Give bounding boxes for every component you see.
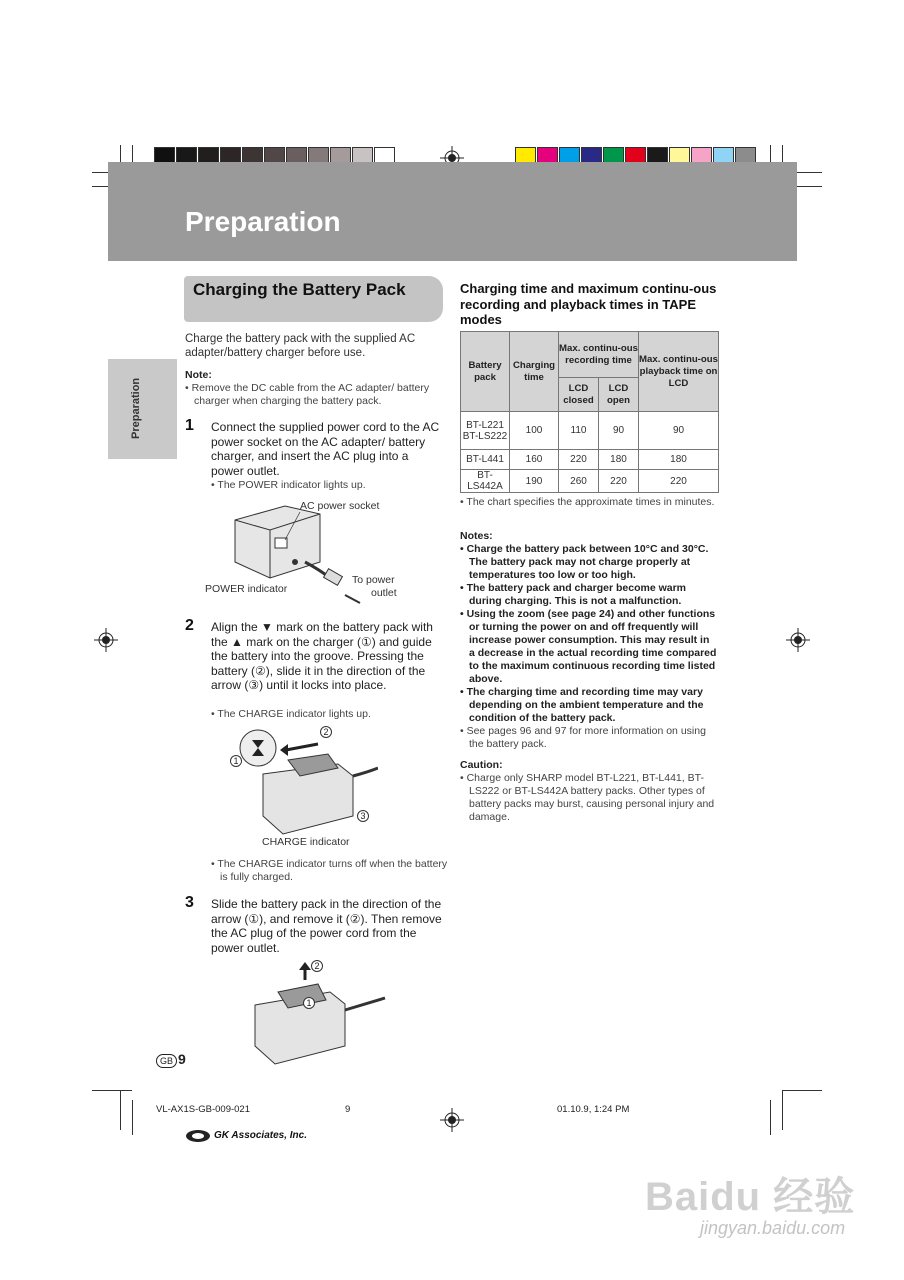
publisher-logo-text: GK Associates, Inc. xyxy=(214,1130,307,1141)
crop-mark xyxy=(132,1100,133,1135)
header-charging-time: Charging time xyxy=(510,332,559,412)
table-note xyxy=(460,496,718,509)
power-outlet-label-2: outlet xyxy=(371,587,397,599)
registration-target-icon xyxy=(786,628,810,652)
caution-label: Caution: xyxy=(460,759,503,771)
watermark-brand: Baidu 经验 xyxy=(645,1175,856,1219)
marker-3: 3 xyxy=(357,810,369,822)
notes-block xyxy=(460,530,718,824)
step-text: Slide the battery pack in the direction of the arrow (①), and remove it (②). Then remove the AC plug of the power cord from the power outlet. xyxy=(211,897,442,955)
table-cell: 180 xyxy=(599,450,639,470)
power-outlet-label-1: To power xyxy=(352,574,395,586)
table-cell: 220 xyxy=(599,470,639,493)
table-cell: 220 xyxy=(559,450,599,470)
step-subnote: • The CHARGE indicator lights up. xyxy=(211,708,371,720)
table-cell: 100 xyxy=(510,412,559,450)
intro-text: Charge the battery pack with the supplied AC adapter/battery charger before use. xyxy=(185,333,416,359)
table-cell: 220 xyxy=(639,470,719,493)
power-indicator-label: POWER indicator xyxy=(205,583,288,595)
step-number: 3 xyxy=(185,894,194,911)
table-row xyxy=(461,412,719,450)
crop-mark xyxy=(782,1090,783,1130)
note-item: • The charging time and recording time may vary depending on the ambient temperature and the condition of the battery pack. xyxy=(460,686,704,724)
step-number: 1 xyxy=(185,417,194,434)
page-number: 9 xyxy=(178,1051,186,1067)
notes-label: Notes: xyxy=(460,530,493,542)
step-subnote: • The POWER indicator lights up. xyxy=(211,479,366,491)
side-tab-label: Preparation xyxy=(130,377,142,439)
crop-mark xyxy=(92,1090,132,1091)
header-lcd-open: LCD open xyxy=(599,378,639,412)
table-cell: BT-L441 xyxy=(461,450,510,470)
table-cell: 190 xyxy=(510,470,559,493)
charge-indicator-label: CHARGE indicator xyxy=(262,836,350,848)
table-cell: 160 xyxy=(510,450,559,470)
footer-page: 9 xyxy=(345,1104,351,1115)
table-note-text: • The chart specifies the approximate times in minutes. xyxy=(460,496,715,508)
step-text: Align the ▼ mark on the battery pack with the ▲ mark on the charger (①) and guide the battery into the groove. Pressing the battery (②), slide it in the direction of the arrow (③) until it locks into place. xyxy=(211,620,433,693)
step-text: Connect the supplied power cord to the AC power socket on the AC adapter/ battery charger, and insert the AC plug into a power outlet. xyxy=(211,420,440,478)
table-cell: 110 xyxy=(559,412,599,450)
table-cell: 180 xyxy=(639,450,719,470)
footer-date: 01.10.9, 1:24 PM xyxy=(557,1104,630,1115)
registration-target-icon xyxy=(440,1108,464,1132)
note-item: • The battery pack and charger become warm during charging. This is not a malfunction. xyxy=(460,582,687,607)
table-cell: BT-LS442A xyxy=(461,470,510,493)
note-text: • Remove the DC cable from the AC adapter/ battery charger when charging the battery pack. xyxy=(185,382,430,407)
table-row xyxy=(461,450,719,470)
charging-time-table xyxy=(460,331,719,493)
header-battery-pack: Battery pack xyxy=(461,332,510,412)
marker-1: 1 xyxy=(230,755,242,767)
table-cell: 90 xyxy=(639,412,719,450)
marker-1: 1 xyxy=(303,997,315,1009)
gk-logo-icon xyxy=(185,1129,211,1143)
table-row xyxy=(461,470,719,493)
table-cell: BT-L221 BT-LS222 xyxy=(461,412,510,450)
section-heading xyxy=(184,276,443,322)
region-badge: GB xyxy=(156,1054,177,1068)
marker-2: 2 xyxy=(320,726,332,738)
table-cell: 260 xyxy=(559,470,599,493)
note-item: • See pages 96 and 97 for more information on using the battery pack. xyxy=(460,725,706,750)
marker-2: 2 xyxy=(311,960,323,972)
note-item: • Charge the battery pack between 10°C and 30°C. The battery pack may not charge properly at temperatures too low or too high. xyxy=(460,543,709,581)
step-after-note: • The CHARGE indicator turns off when the battery is fully charged. xyxy=(211,858,448,883)
table-title: Charging time and maximum continu-ous recording and playback times in TAPE modes xyxy=(460,281,717,327)
table-cell: 90 xyxy=(599,412,639,450)
note-item: • Using the zoom (see page 24) and other functions or turning the power on and off frequently will increase power consumption. This may result in a decrease in the actual recording time compared to the maximum continuous recording time listed above. xyxy=(460,608,717,685)
side-tab xyxy=(108,359,177,459)
battery-insert-illustration xyxy=(228,724,378,836)
watermark-url: jingyan.baidu.com xyxy=(700,1218,846,1238)
section-title: Charging the Battery Pack xyxy=(193,280,406,299)
battery-remove-illustration xyxy=(250,960,390,1070)
page-title: Preparation xyxy=(185,206,341,237)
document-code: VL-AX1S-GB-009-021 xyxy=(156,1104,250,1115)
ac-socket-label: AC power socket xyxy=(300,500,380,512)
header-playback-time: Max. continu-ous playback time on LCD xyxy=(639,332,719,412)
note-label: Note: xyxy=(185,369,212,381)
caution-text: • Charge only SHARP model BT-L221, BT-L441, BT-LS222 or BT-LS442A battery packs. Other types of battery packs may burst, causing personal injury and damage. xyxy=(460,772,715,823)
header-lcd-closed: LCD closed xyxy=(559,378,599,412)
crop-mark xyxy=(782,1090,822,1091)
crop-mark xyxy=(120,1090,121,1130)
crop-mark xyxy=(770,1100,771,1135)
registration-target-icon xyxy=(94,628,118,652)
header-recording-time: Max. continu-ous recording time xyxy=(559,332,639,378)
step-number: 2 xyxy=(185,617,194,634)
